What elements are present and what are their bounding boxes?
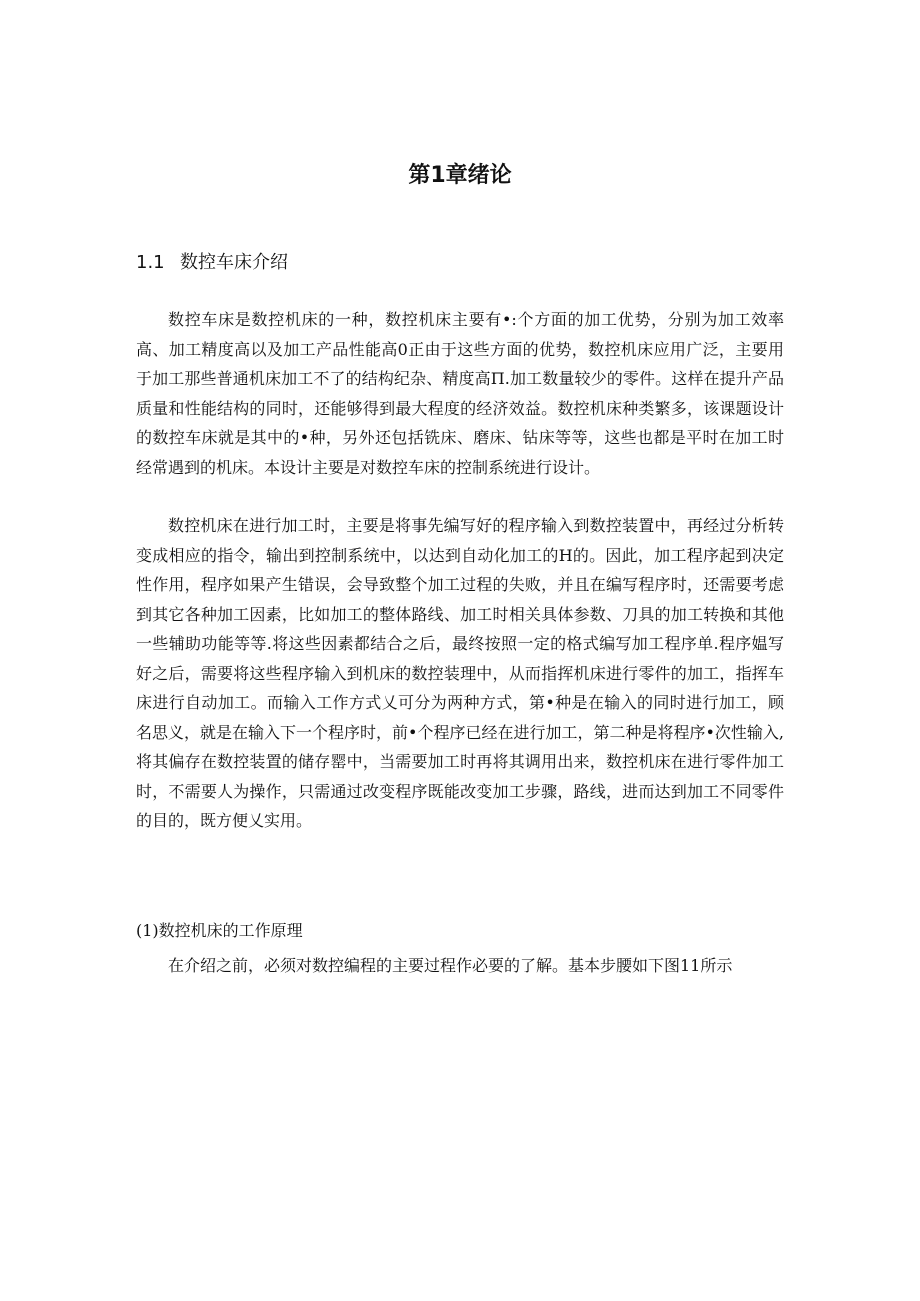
section-heading (136, 248, 288, 274)
section-title: 数控车床介绍 (180, 252, 288, 273)
paragraph: 数控机床在进行加工时，主要是将事先编写好的程序输入到数控装置中，再经过分析转变成相应的指令，输出到控制系统中，以达到自动化加工的H的。因此，加工程序起到决定性作用，程序如果产生错误，会导致整个加工过程的失败，并且在编写程序时，还需要考虑到其它各种加工因素，比如加工的整体路线、加工时相关具体参数、刀具的加工转换和其他一些辅助功能等等.将这些因素都结合之后，最终按照一定的格式编写加工程序单.程序媪写好之后，需要将这些程序输入到机床的数控装理中，从而指挥机床进行零件的加工，指挥车床进行自动加工。而输入工作方式乂可分为两种方式，第•种是在输入的同时进行加工，顾名思义，就是在输入下一个程序时，前•个程序已经在进行加工，第二种是将程序•次性输入,将其偏存在数控装置的储存罂中，当需要加工时再将其调用出来，数控机床在进行零件加工时，不需要人为操作，只需通过改变程序既能改变加工步骤，路线，进而达到加工不同零件的目的，既方便乂实用。 (136, 516, 784, 830)
body-block-3 (136, 951, 784, 981)
intro-paragraph: 在介绍之前，必须对数控编程的主要过程作必要的了解。基本步腰如下图11所示 (168, 956, 733, 975)
body-block-2 (136, 511, 784, 836)
paragraph: 数控车床是数控机床的一种，数控机床主要有•:个方面的加工优势，分别为加工效率高、加工精度高以及加工产品性能高0正由于这些方面的优势，数控机床应用广泛，主要用于加工那些普通机床加工不了的结构纪杂、精度高Π.加工数量较少的零件。这样在提升产品质量和性能结构的同时，还能够得到最大程度的经济效益。数控机床种类繁多，该课题设计的数控车床就是其中的•种，另外还包括铣床、磨床、钻床等等，这些也都是平时在加工时经常遇到的机床。本设计主要是对数控车床的控制系统进行设计。 (136, 310, 784, 477)
subsection-heading: (1)数控机床的工作原理 (136, 921, 303, 940)
section-number: 1.1 (136, 252, 165, 273)
body-block-1 (136, 305, 784, 482)
chapter-title: 第1章绪论 (408, 163, 512, 188)
